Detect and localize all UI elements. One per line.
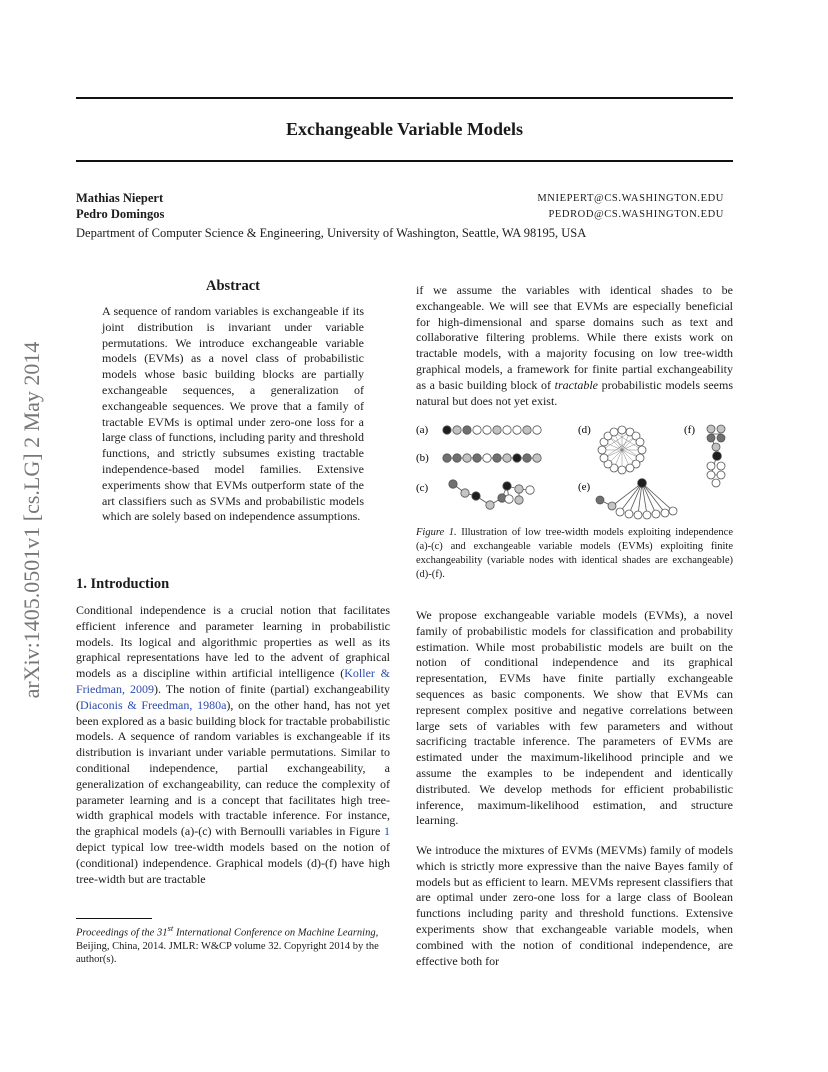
node-white [717, 471, 725, 479]
figure-label-e: (e) [578, 481, 591, 493]
graph-c [449, 480, 534, 509]
node-black [713, 452, 722, 461]
node-light [533, 454, 541, 462]
figure-1 [416, 420, 733, 525]
graph-f [707, 425, 725, 487]
intro-paragraph: We introduce the mixtures of EVMs (MEVMs) family of models which is strictly more expressive than the naive Bayes family of models but as efficient to learn. MEVMs represent classifiers that are optimal under zero-one loss for a large class of Boolean functions including parity and threshold functions. Extensive experiments show that exchangeable variable models, when combined with the notion of conditional independence, are effective both for [416, 843, 733, 968]
intro-paragraph: We propose exchangeable variable models (EVMs), a novel family of probabilistic models for classification and probability estimation. While most probabilistic models are built on the notion of conditional independence and its graphical representation, EVMs have finite partially exchangeable sequences as basic components. We show that EVMs can represent complex positive and negative correlations between large sets of variables with few parameters and without sacrificing tractable inference. The parameters of EVMs are estimated under the maximum-likelihood principle and we assume the examples to be independent and identically distributed. We develop methods for efficient probabilistic inference, maximum-likelihood estimation, and structure learning. [416, 608, 733, 828]
node-white [625, 510, 633, 518]
node-white [616, 508, 624, 516]
arxiv-stamp: arXiv:1405.0501v1 [cs.LG] 2 May 2014 [19, 341, 44, 699]
top-rule [76, 97, 733, 99]
node-white [513, 426, 521, 434]
node-light [515, 485, 523, 493]
figure-label-a: (a) [416, 424, 429, 436]
node-dark [473, 454, 481, 462]
figure-label-d: (d) [578, 424, 591, 436]
node-white [634, 511, 642, 519]
node-white [626, 464, 634, 472]
node-light [515, 496, 523, 504]
affiliation: Department of Computer Science & Engineering, University of Washington, Seattle, WA 98195, USA [76, 226, 587, 240]
graph-b [443, 454, 541, 462]
node-black [638, 479, 647, 488]
node-black [443, 426, 451, 434]
node-white [503, 426, 511, 434]
node-white [669, 507, 677, 515]
abstract-heading: Abstract [206, 278, 260, 294]
node-white [533, 426, 541, 434]
author-name: Pedro Domingos [76, 207, 165, 221]
node-white [717, 462, 725, 470]
node-white [652, 510, 660, 518]
node-white [643, 511, 651, 519]
figure-link[interactable]: 1 [384, 824, 390, 839]
footnote-rule [76, 918, 152, 919]
node-black [513, 454, 521, 462]
node-black [503, 482, 511, 490]
node-dark [707, 434, 715, 442]
node-white [473, 426, 481, 434]
node-white [505, 495, 513, 503]
node-white [661, 509, 669, 517]
node-black [472, 492, 480, 500]
node-light [486, 501, 494, 509]
graph-a [443, 426, 541, 434]
author-email: PEDROD@CS.WASHINGTON.EDU [548, 209, 724, 220]
node-white [638, 446, 646, 454]
node-white [598, 446, 606, 454]
node-light [608, 502, 616, 510]
graph-e [596, 479, 677, 519]
node-dark [493, 454, 501, 462]
node-dark [596, 496, 604, 504]
node-light [712, 443, 720, 451]
node-white [636, 438, 644, 446]
node-white [526, 486, 534, 494]
figure-label-c: (c) [416, 482, 429, 494]
node-light [707, 425, 715, 433]
node-white [707, 471, 715, 479]
node-light [461, 489, 469, 497]
footnote: Proceedings of the 31st International Conference on Machine Learning, Beijing, China, 2014. JMLR: W&CP volume 32. Copyright 2014 by the author(s). [76, 923, 379, 965]
node-white [483, 454, 491, 462]
node-light [523, 426, 531, 434]
node-white [712, 479, 720, 487]
node-light [463, 454, 471, 462]
section-heading: 1. Introduction [76, 576, 170, 592]
node-light [493, 426, 501, 434]
node-dark [453, 454, 461, 462]
intro-paragraph: Conditional independence is a crucial notion that facilitates efficient inference and parameter learning in probabilistic models. Its logical and algorithmic properties as well as its graphical representations have led to the advent of graphical models as a discipline within artificial intelligence (Koller & Friedman, 2009). The notion of finite (partial) exchangeability (Diaconis & Freedman, 1980a), on the other hand, has not yet been explored as a basic building block for tractable probabilistic models. A sequence of random variables is exchangeable if its distribution is invariant under variable permutations. Similar to conditional independence, partial exchangeability, a generalization of exchangeability, can reduce the complexity of parameter learning and is a concept that facilitates high tree-width graphical models with tractable inference. For instance, the graphical models (a)-(c) with Bernoulli variables in Figure 1 depict typical low tree-width models based on the notion of (conditional) independence. Graphical models (d)-(f) have high tree-width but are tractable [76, 603, 390, 886]
node-white [600, 454, 608, 462]
author-name: Mathias Niepert [76, 191, 164, 205]
citation-link[interactable]: Koller & Friedman, 2009 [76, 666, 390, 696]
abstract-text: A sequence of random variables is exchangeable if its joint distribution is invariant under variable permutations. We introduce exchangeable variable models (EVMs) as a novel class of probabilistic models whose basic building blocks are partially exchangeable sequences, a generalization of exchangeable sequences. We prove that a family of tractable EVMs is optimal under zero-one loss for a large class of functions, including parity and threshold functions, and strictly subsumes existing tractable independence-based model families. Extensive experiments show that EVMs outperform state of the art classifiers such as SVMs and probabilistic models which are solely based on independence assumptions. [102, 304, 364, 524]
node-light [717, 425, 725, 433]
node-white [483, 426, 491, 434]
figure-label-b: (b) [416, 452, 429, 464]
node-dark [449, 480, 457, 488]
node-white [618, 466, 626, 474]
citation-link[interactable]: Diaconis & Freedman, 1980a [80, 697, 227, 712]
graph-d [598, 426, 646, 474]
node-light [453, 426, 461, 434]
node-dark [717, 434, 725, 442]
node-white [618, 426, 626, 434]
title-rule [76, 160, 733, 162]
author-email: MNIEPERT@CS.WASHINGTON.EDU [537, 193, 724, 204]
figure-caption: Figure 1. Illustration of low tree-width models exploiting independence (a)-(c) and exchangeable variable models (EVMs) exploiting finite exchangeability (variable nodes with identical shades are exchangeable) (d)-(f). [416, 527, 733, 580]
node-dark [463, 426, 471, 434]
node-light [503, 454, 511, 462]
node-white [610, 428, 618, 436]
node-dark [523, 454, 531, 462]
intro-paragraph: if we assume the variables with identical shades to be exchangeable. We will see that EVMs are especially beneficial for high-dimensional and sparse domains such as text and collaborative filtering problems. While there exists work on tractable models, with a majority focusing on low tree-width graphical models, a framework for finite partial exchangeability as a basic building block of tractable probabilistic models seems natural but does not yet exist. [416, 283, 733, 408]
figure-label-f: (f) [684, 424, 695, 436]
node-dark [443, 454, 451, 462]
paper-title: Exchangeable Variable Models [285, 119, 523, 139]
node-white [707, 462, 715, 470]
arxiv-sidebar [6, 300, 58, 740]
